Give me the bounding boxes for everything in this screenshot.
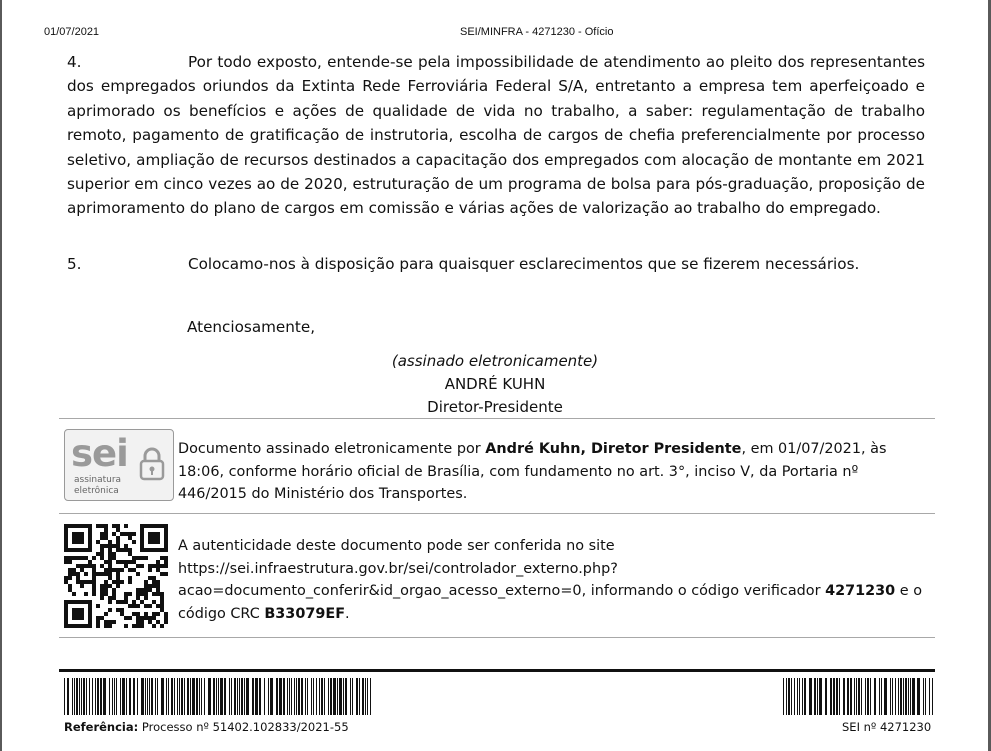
- footer-rule: [59, 669, 935, 672]
- sig-text-suffix: , em 01/07/2021, às 18:06, conforme horário oficial de Brasília, com fundamento no art. 3°, inciso V, da Portaria nº 446/2015 do Ministério dos Transportes.: [178, 441, 887, 502]
- paragraph-5: [67, 252, 925, 276]
- paragraph-number: 5.: [67, 255, 82, 273]
- auth-url: https://sei.infraestrutura.gov.br/sei/controlador_externo.php?: [178, 560, 618, 577]
- electronic-signature-text: [178, 438, 928, 506]
- seal-logo-word: sei: [71, 432, 128, 475]
- sei-number: SEI nº 4271230: [842, 720, 932, 734]
- sig-text-separator: ,: [580, 441, 591, 457]
- auth-text-end: .: [345, 605, 350, 622]
- barcode-sei-number: [783, 678, 933, 715]
- reference-value: Processo nº 51402.102833/2021-55: [138, 720, 349, 734]
- barcode-bars: [783, 678, 933, 715]
- sei-signature-seal: [64, 429, 174, 501]
- auth-text-middle: e o código CRC: [178, 583, 922, 622]
- reference-label: Referência:: [64, 720, 139, 734]
- divider: [59, 418, 935, 419]
- seal-caption: assinatura: [74, 475, 122, 485]
- paragraph-4: [67, 50, 925, 221]
- authenticity-text: [178, 535, 928, 625]
- crc-code: B33079EF: [264, 605, 346, 622]
- seal-caption: eletrônica: [74, 486, 119, 496]
- lock-icon: [139, 447, 165, 481]
- signer-role: Diretor-Presidente: [427, 398, 563, 416]
- barcode-process: [64, 678, 372, 715]
- sig-text-role: Diretor Presidente: [590, 441, 742, 457]
- paragraph-number: 4.: [67, 53, 82, 71]
- qr-modules: [64, 524, 168, 628]
- signer-name: ANDRÉ KUHN: [444, 375, 546, 393]
- paragraph-text: Por todo exposto, entende-se pela impossibilidade de atendimento ao pleito dos representantes dos empregados oriundos da Extinta Rede Ferroviária Federal S/A, entretanto a empresa tem aperfeiçoado e aprimorado os benefícios e ações de qualidade de vida no trabalho, a saber: regulamentação de trabalho remoto, pagamento de gratificação de instrutoria, escolha de cargos de chefia preferencialmente por processo seletivo, ampliação de recursos destinados a capacitação dos empregados com alocação de montante em 2021 superior em cinco vezes ao de 2020, estruturação de um programa de bolsa para pós-graduação, proposição de aprimoramento do plano de cargos em comissão e várias ações de valorização ao trabalho do empregado.: [67, 53, 925, 218]
- document-page: [2, 0, 988, 751]
- auth-line: A autenticidade deste documento pode ser conferida no site: [178, 538, 615, 554]
- signature-note: (assinado eletronicamente): [391, 352, 599, 370]
- sig-text-prefix: Documento assinado eletronicamente por: [178, 441, 486, 457]
- process-reference: [64, 720, 349, 734]
- sig-text-signer: André Kuhn: [485, 441, 581, 457]
- closing-salutation: Atenciosamente,: [187, 318, 316, 336]
- verification-code: 4271230: [825, 583, 896, 599]
- divider: [59, 513, 935, 514]
- barcode-bars: [64, 678, 371, 715]
- header-title: SEI/MINFRA - 4271230 - Ofício: [460, 26, 614, 38]
- paragraph-text: Colocamo-nos à disposição para quaisquer esclarecimentos que se fizerem necessários.: [188, 255, 860, 273]
- auth-line: [178, 580, 928, 625]
- header-date: 01/07/2021: [44, 26, 100, 38]
- qr-code: [64, 524, 168, 628]
- divider: [59, 637, 935, 638]
- auth-text-prefix: acao=documento_conferir&id_orgao_acesso_externo=0, informando o código verificador: [178, 583, 826, 599]
